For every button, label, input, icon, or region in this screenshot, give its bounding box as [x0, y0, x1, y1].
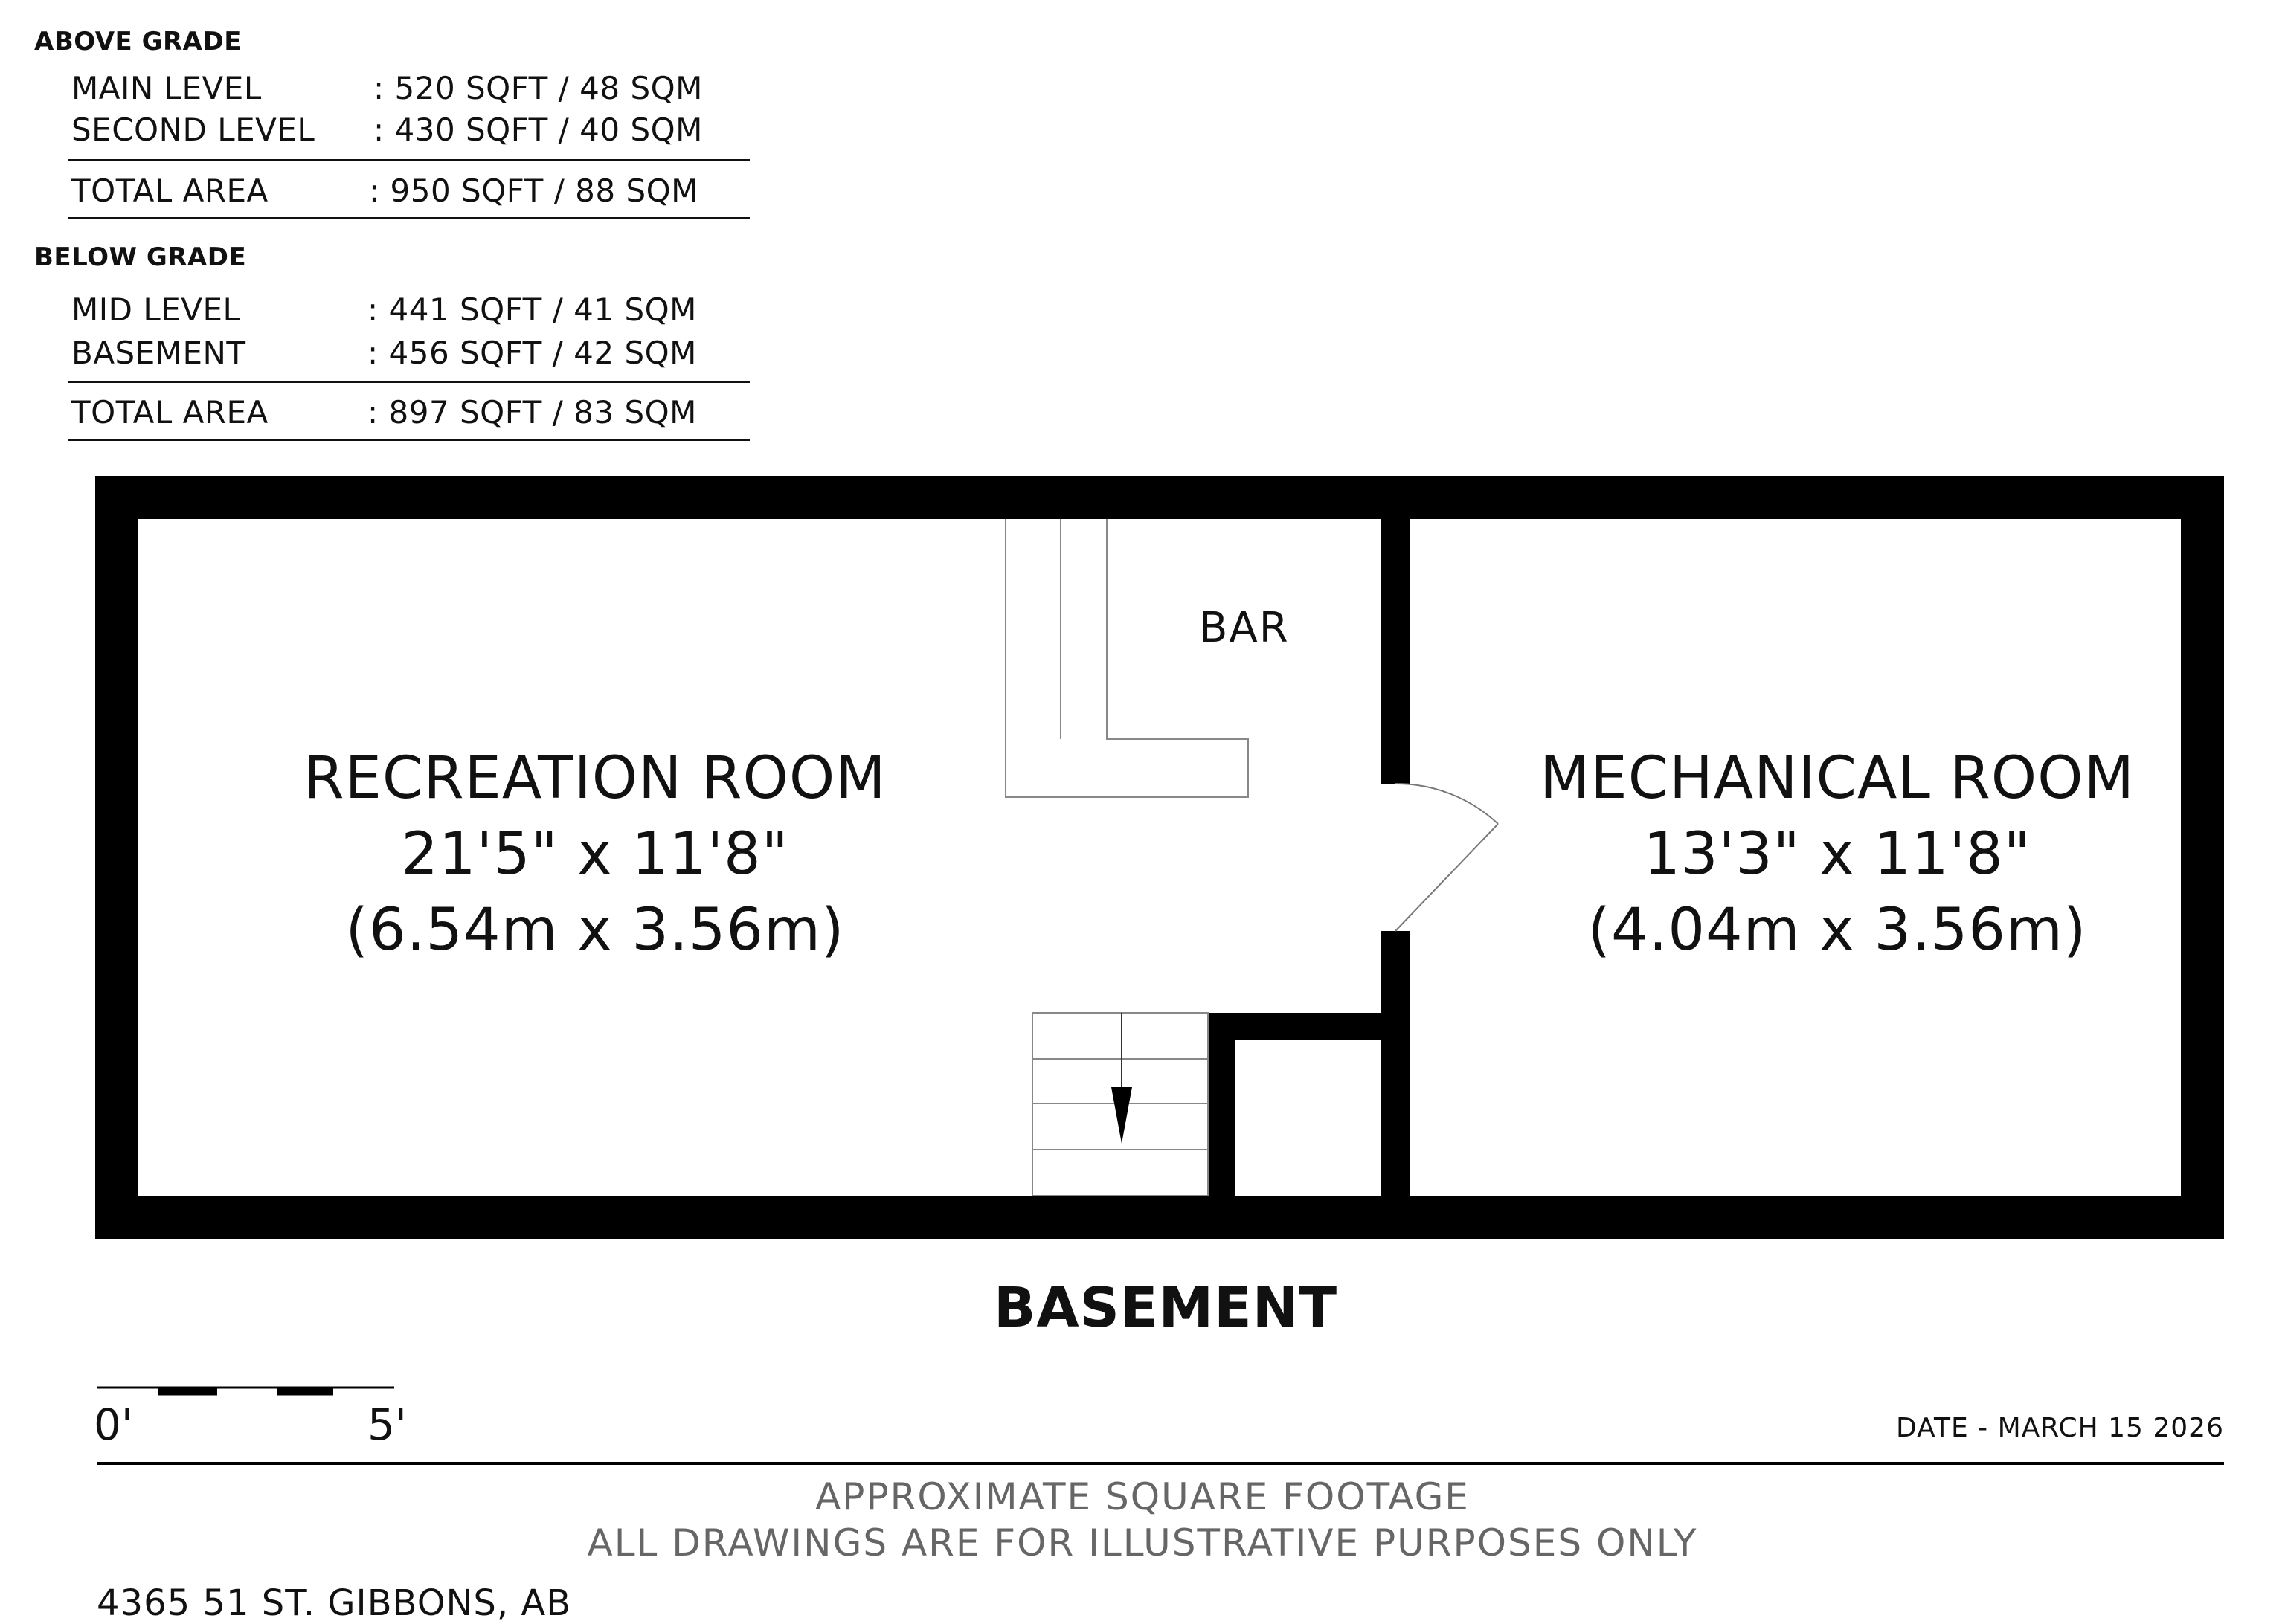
below-total-value: : 897 SQFT / 83 SQM: [367, 394, 697, 431]
bar-counter: [1006, 519, 1248, 797]
mechanical-room-label: [1510, 741, 2165, 968]
recreation-room-label: [298, 741, 893, 968]
recreation-room-name: RECREATION ROOM: [303, 745, 887, 812]
bar-label: BAR: [1199, 604, 1290, 652]
basement-value: : 456 SQFT / 42 SQM: [367, 335, 697, 371]
main-level-value: : 520 SQFT / 48 SQM: [373, 70, 703, 106]
property-address: 4365 51 ST. GIBBONS, AB: [97, 1582, 572, 1624]
disclaimer-line-2: ALL DRAWINGS ARE FOR ILLUSTRATIVE PURPOSES ONLY: [587, 1521, 1698, 1565]
below-grade-heading: BELOW GRADE: [34, 242, 247, 272]
second-level-label: SECOND LEVEL: [71, 112, 315, 148]
floor-title: BASEMENT: [994, 1276, 1338, 1340]
scale-start-label: 0': [94, 1399, 133, 1450]
mid-level-value: : 441 SQFT / 41 SQM: [367, 291, 697, 328]
second-level-value: : 430 SQFT / 40 SQM: [373, 112, 703, 148]
mid-level-label: MID LEVEL: [71, 291, 241, 328]
mechanical-room-imperial: 13'3" x 11'8": [1643, 821, 2031, 888]
door-swing: [1395, 784, 1498, 931]
mechanical-room-metric: (4.04m x 3.56m): [1587, 897, 2087, 964]
scale-end-label: 5': [367, 1399, 407, 1450]
footer-divider: [97, 1462, 2224, 1465]
stair-direction-arrow-icon: [1111, 1087, 1132, 1144]
mechanical-room-name: MECHANICAL ROOM: [1540, 745, 2135, 812]
scale-bar: [97, 1388, 394, 1392]
drawing-date: DATE - MARCH 15 2026: [1896, 1413, 2224, 1443]
recreation-room-imperial: 21'5" x 11'8": [401, 821, 789, 888]
above-total-label: TOTAL AREA: [71, 173, 269, 209]
basement-label: BASEMENT: [71, 335, 246, 371]
main-level-label: MAIN LEVEL: [71, 70, 262, 106]
above-grade-heading: ABOVE GRADE: [34, 27, 242, 57]
disclaimer-line-1: APPROXIMATE SQUARE FOOTAGE: [815, 1475, 1470, 1518]
recreation-room-metric: (6.54m x 3.56m): [345, 897, 845, 964]
below-total-label: TOTAL AREA: [71, 394, 269, 431]
above-total-value: : 950 SQFT / 88 SQM: [369, 173, 698, 209]
